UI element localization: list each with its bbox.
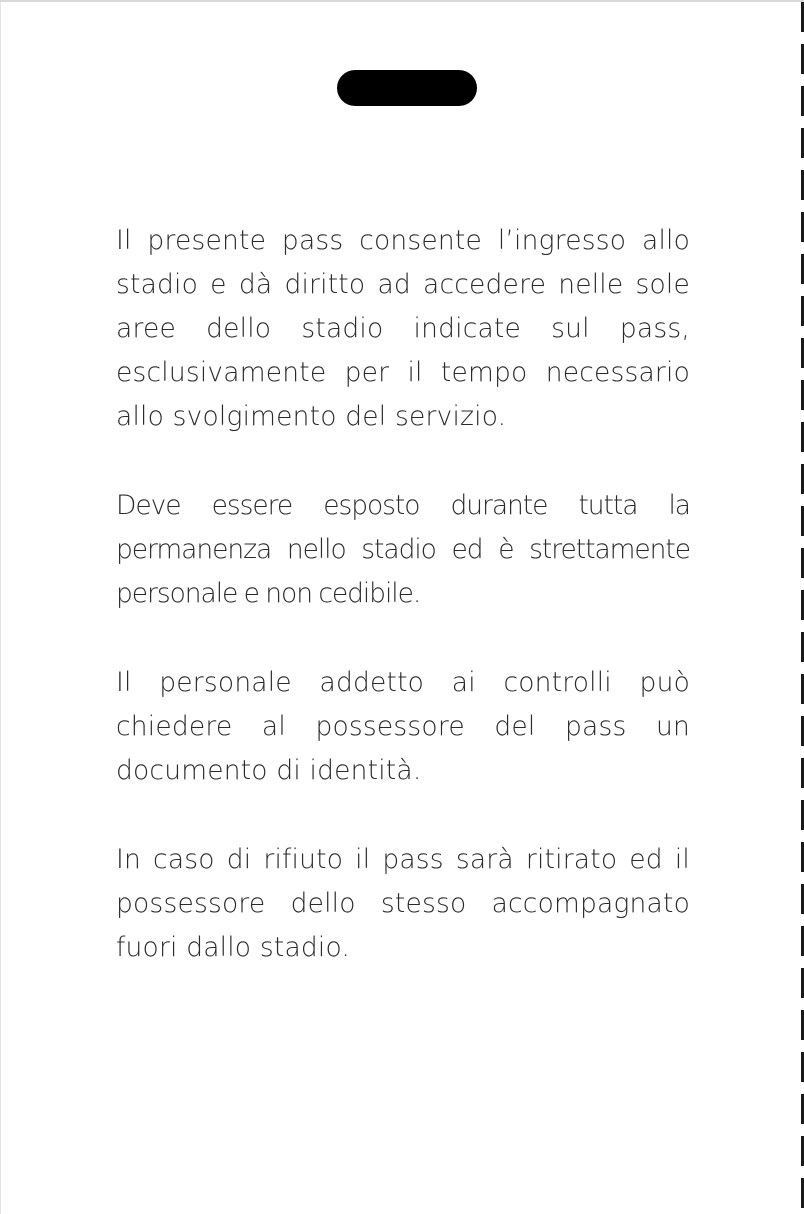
terms-paragraph-access: Il presente pass consente l’ingresso allo stadio e dà diritto ad accedere nelle sole aree dello stadio indicate sul pass, esclusivamente per il tempo necessario allo svolgimento del servizio.: [116, 225, 690, 432]
lanyard-slot: [337, 70, 477, 106]
terms-paragraph-display: Deve essere esposto durante tutta la permanenza nello stadio ed è strettamente personale e non cedibile.: [116, 490, 690, 609]
terms-paragraph-identity: Il personale addetto ai controlli può chiedere al possessore del pass un documento di identità.: [116, 667, 690, 786]
pass-terms: [116, 219, 690, 1015]
terms-paragraph-refusal: In caso di rifiuto il pass sarà ritirato ed il possessore dello stesso accompagnato fuori dallo stadio.: [116, 844, 690, 963]
